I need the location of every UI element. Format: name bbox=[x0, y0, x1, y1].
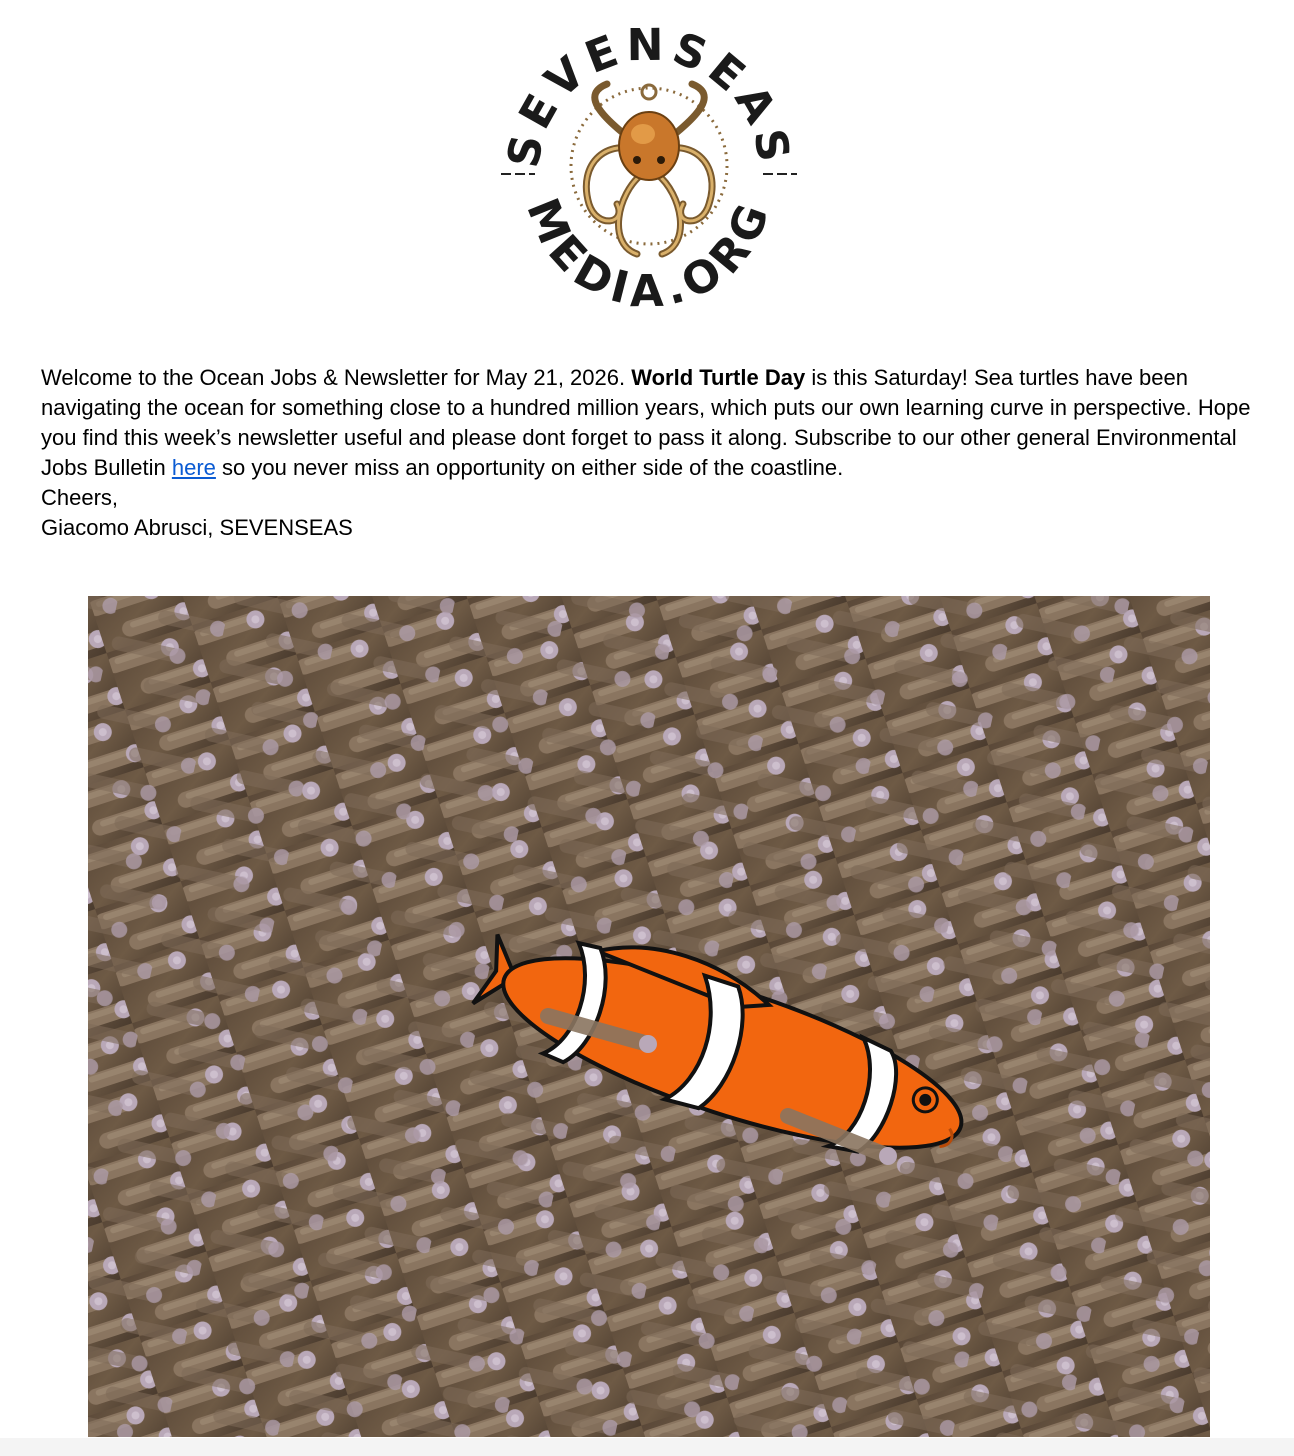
sevenseas-logo bbox=[497, 14, 801, 314]
bottom-strip bbox=[0, 1438, 1294, 1456]
svg-text:MEDIA.ORG bbox=[516, 191, 781, 314]
octopus-icon bbox=[571, 84, 727, 254]
logo-text-bottom: MEDIA.ORG bbox=[516, 191, 782, 314]
signature-line: Giacomo Abrusci, SEVENSEAS bbox=[41, 515, 353, 540]
closing-line: Cheers, bbox=[41, 485, 119, 510]
intro-paragraph bbox=[41, 363, 1271, 483]
clownfish-hero-image bbox=[88, 596, 1210, 1437]
newsletter-intro bbox=[41, 363, 1271, 543]
world-turtle-day-highlight: World Turtle Day bbox=[631, 365, 806, 390]
intro-text-3: so you never miss an opportunity on either side of the coastline. bbox=[215, 455, 844, 480]
logo-text-top: SEVENSEAS bbox=[498, 19, 800, 172]
intro-text-1: Welcome to the Ocean Jobs & Newsletter for May 21, 2026. bbox=[41, 365, 632, 390]
intro-text-2: is this Saturday! Sea turtles have been navigating the ocean for something close to a hundred million years, which puts our own learning curve in perspective. Hope you find this week’s newsletter useful and please dont forget to pass it along. Subscribe to our other general Environmental Jobs Bulletin bbox=[41, 365, 1251, 480]
subscribe-here-link[interactable]: here bbox=[171, 455, 216, 480]
